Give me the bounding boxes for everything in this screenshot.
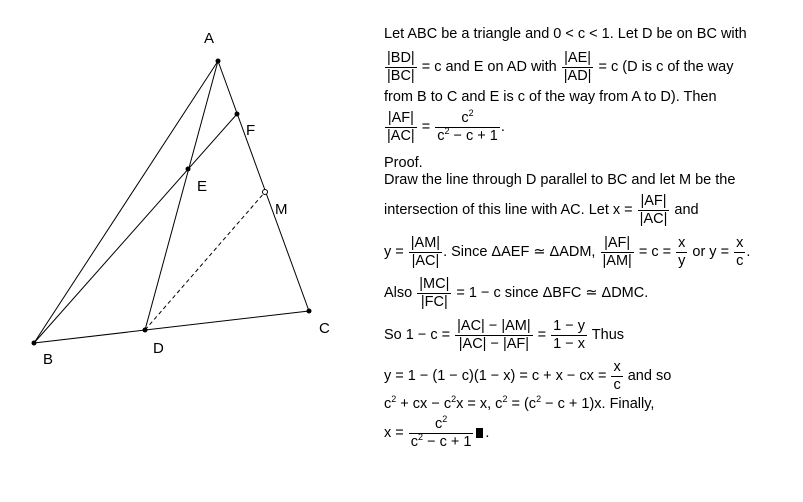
fraction-bd-bc: $\frac{|BD|}{|BC|}$ <box>387 50 415 84</box>
text-line-4: $\frac{|AF|}{|AC|}$ = $\frac{c^2}{c^2 - c + 1}$ . <box>387 108 505 144</box>
label-F: F <box>246 122 256 139</box>
label-E: E <box>197 178 208 195</box>
text-line-10: So 1 − c = $\frac{|AC| - |AM|}{|AC| - |AF|}$ = $\frac{1 - y}{1 - x}$ Thus <box>384 318 625 352</box>
triangle-diagram <box>0 0 360 502</box>
fraction-x-def: $\frac{|AF|}{|AC|}$ <box>639 193 668 227</box>
text-line-1: Let ABC be a triangle and 0 < c < 1. Let D be on BC with <box>384 26 747 42</box>
label-D: D <box>153 340 164 357</box>
point-C <box>307 309 312 314</box>
text-line-12: $c^2$ + cx − $c^2x = x$, $c^2 = (c^2 - c + 1)x$. Finally, <box>384 394 655 412</box>
fraction-af-am: $\frac{|AF|}{|AM|}$ <box>602 235 632 269</box>
segment-DM-dashed <box>145 192 265 330</box>
text-line-8: y = $\frac{|AM|}{|AC|}$ . Since ΔAEF ≃ ΔADM, $\frac{|AF|}{|AM|}$ = c = $\frac{x}{y}$ or y = $\frac{x}{c}$ . <box>384 235 751 269</box>
fraction-x-c: $\frac{x}{c}$ <box>736 235 744 269</box>
fraction-y-def: $\frac{|AM|}{|AC|}$ <box>410 235 441 269</box>
point-B <box>32 341 37 346</box>
proof-heading: Proof. <box>384 155 423 171</box>
text-line-3: from B to C and E is c of the way from A to D). Then <box>384 89 717 105</box>
fraction-af-ac: $\frac{|AF|}{|AC|}$ <box>387 110 415 144</box>
fraction-ae-ad: $\frac{|AE|}{|AD|}$ <box>563 50 592 84</box>
point-A <box>216 59 221 64</box>
fraction-c2-over-poly: $\frac{c^2}{c^2 - c + 1}$ <box>437 108 498 144</box>
label-B: B <box>43 351 54 368</box>
side-BC <box>34 311 309 343</box>
point-M <box>263 190 268 195</box>
point-E <box>186 167 191 172</box>
fraction-x-c-2: $\frac{x}{c}$ <box>613 359 621 393</box>
point-F <box>235 112 240 117</box>
point-D <box>143 328 148 333</box>
text-line-2: $\frac{|BD|}{|BC|}$ = c and E on AD with $\frac{|AE|}{|AD|}$ = c (D is c of the way <box>387 50 734 84</box>
fraction-final: $\frac{c^2}{c^2 - c + 1}$ <box>410 414 472 450</box>
text-line-7: intersection of this line with AC. Let x = $\frac{|AF|}{|AC|}$ and <box>384 193 699 227</box>
text-line-13: x = $\frac{c^2}{c^2 - c + 1}$ . <box>384 414 490 450</box>
side-AB <box>34 61 218 343</box>
label-C: C <box>319 320 330 337</box>
fraction-x-y: $\frac{x}{y}$ <box>678 235 686 269</box>
fraction-1y-1x: $\frac{1 - y}{1 - x}$ <box>553 318 585 352</box>
qed-square-icon <box>476 428 483 438</box>
text-line-9: Also $\frac{|MC|}{|FC|}$ = 1 − c since ΔBFC ≃ ΔDMC. <box>384 276 649 310</box>
text-line-11: y = 1 − (1 − c)(1 − x) = c + x − cx = $\frac{x}{c}$ and so <box>384 359 672 393</box>
segment-AD <box>145 61 218 330</box>
label-A: A <box>204 30 215 47</box>
fraction-mc-fc: $\frac{|MC|}{|FC|}$ <box>419 276 450 310</box>
fraction-ac-diff: $\frac{|AC| - |AM|}{|AC| - |AF|}$ <box>457 318 531 352</box>
text-line-6: Draw the line through D parallel to BC and let M be the <box>384 172 736 188</box>
label-M: M <box>275 201 288 218</box>
segment-BF <box>34 114 237 343</box>
side-AC <box>218 61 309 311</box>
